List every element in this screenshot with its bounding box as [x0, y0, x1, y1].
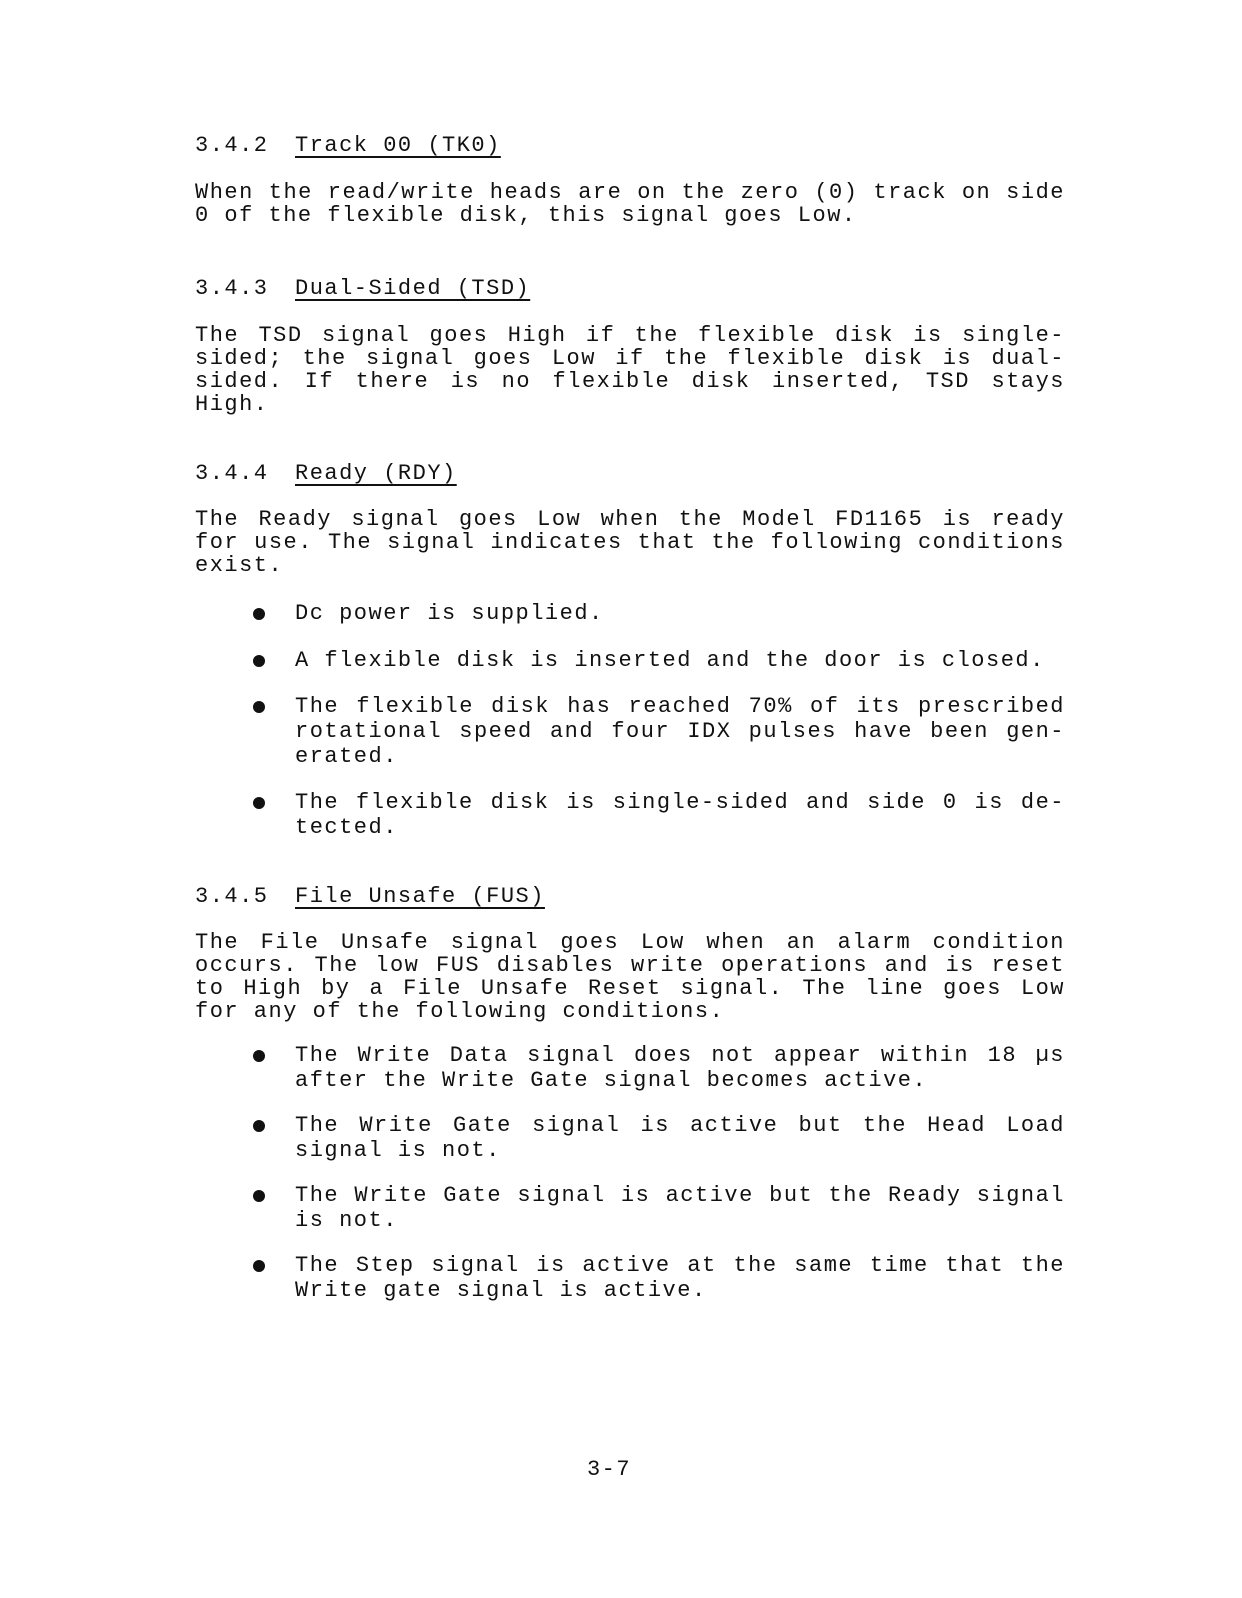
list-item-text: Dc power is supplied. [295, 601, 604, 626]
list-item [195, 1043, 1065, 1093]
section-paragraph: The TSD signal goes High if the flexible disk is single-sided; the signal goes Low if the flexible disk is dual-sided. If there is no flexible disk inserted, TSD stays High. [195, 323, 1065, 417]
bullet-icon [253, 1050, 265, 1062]
bullet-icon [253, 797, 265, 809]
list-item-text: The flexible disk is single-sided and side 0 is de-tected. [295, 790, 1065, 840]
section-heading-3-4-5 [195, 883, 1065, 911]
list-item [195, 648, 1065, 673]
section-title: Dual-Sided (TSD) [295, 276, 531, 301]
section-title: Track 00 (TK0) [295, 133, 501, 158]
list-item-text: The flexible disk has reached 70% of its prescribed rotational speed and four IDX pulses have been gen-erated. [295, 694, 1065, 769]
list-item [195, 601, 1065, 626]
list-item-text: The Step signal is active at the same time that the Write gate signal is active. [295, 1253, 1065, 1303]
page-number: 3-7 [586, 1457, 632, 1482]
section-title: Ready (RDY) [295, 461, 457, 486]
section-paragraph: The Ready signal goes Low when the Model FD1165 is ready for use. The signal indicates that the following conditions exist. [195, 507, 1065, 578]
bullet-icon [253, 701, 265, 713]
section-number: 3.4.4 [195, 461, 269, 486]
bullet-icon [253, 1190, 265, 1202]
list-item [195, 1253, 1065, 1303]
list-item [195, 790, 1065, 840]
document-page [195, 130, 1065, 1303]
section-number: 3.4.2 [195, 133, 269, 158]
list-item-text: A flexible disk is inserted and the door is closed. [295, 648, 1045, 673]
section-title: File Unsafe (FUS) [295, 884, 545, 909]
section-number: 3.4.3 [195, 276, 269, 301]
bullet-icon [253, 1120, 265, 1132]
list-item [195, 694, 1065, 769]
section-heading-3-4-2 [195, 132, 1065, 160]
file-unsafe-conditions-list [195, 1043, 1065, 1303]
section-heading-3-4-4 [195, 460, 1065, 488]
list-item [195, 1113, 1065, 1163]
ready-conditions-list [195, 601, 1065, 840]
section-paragraph: When the read/write heads are on the zero (0) track on side 0 of the flexible disk, this signal goes Low. [195, 180, 1065, 228]
section-paragraph: The File Unsafe signal goes Low when an alarm condition occurs. The low FUS disables write operations and is reset to High by a File Unsafe Reset signal. The line goes Low for any of the following conditions. [195, 930, 1065, 1024]
list-item-text: The Write Gate signal is active but the Ready signal is not. [295, 1183, 1065, 1233]
section-heading-3-4-3 [195, 275, 1065, 303]
list-item-text: The Write Gate signal is active but the Head Load signal is not. [295, 1113, 1065, 1163]
list-item [195, 1183, 1065, 1233]
bullet-icon [253, 608, 265, 620]
bullet-icon [253, 655, 265, 667]
bullet-icon [253, 1260, 265, 1272]
list-item-text: The Write Data signal does not appear within 18 µs after the Write Gate signal becomes active. [295, 1043, 1065, 1093]
section-number: 3.4.5 [195, 884, 269, 909]
